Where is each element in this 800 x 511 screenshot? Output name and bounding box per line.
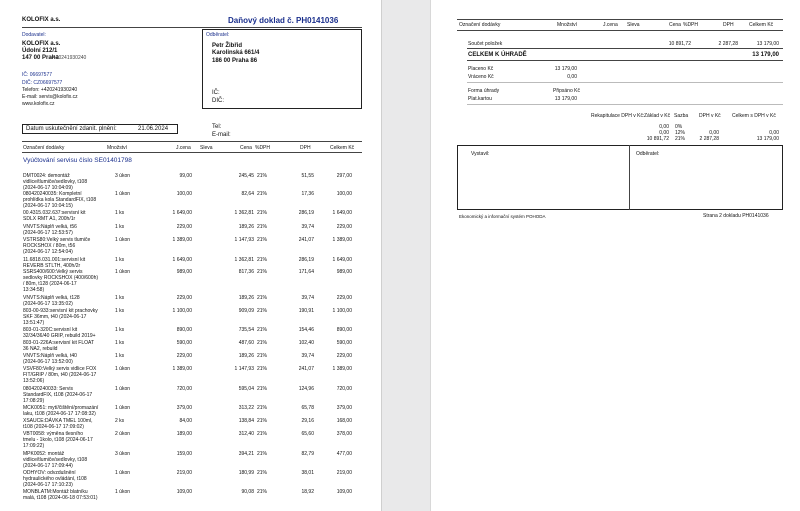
row-vat: 17,36 [301, 191, 314, 197]
grand-total-label: CELKEM K ÚHRADĚ [468, 52, 527, 58]
row-unit-price: 189,00 [176, 431, 192, 437]
row-total: 890,00 [336, 327, 352, 333]
row-price: 595,04 [238, 386, 254, 392]
row-vat: 65,78 [301, 405, 314, 411]
row-unit-price: 1 100,00 [172, 308, 192, 314]
row-unit-price: 1 649,00 [172, 257, 192, 263]
payment-method-label: Forma úhrady [468, 88, 500, 94]
issued-label: Vystavil: [471, 151, 490, 157]
row-unit-price: 890,00 [176, 327, 192, 333]
row-total: 379,00 [336, 405, 352, 411]
row-name: MCK0051: mytí/čištění/promazání laku, t108 (2024-06-17 17:08:32) [23, 405, 99, 417]
supplier-phone-overlay: +420241930240 [50, 55, 87, 61]
row-vat-pct: 21% [257, 353, 268, 359]
row-vat: 39,74 [301, 353, 314, 359]
supplier-dic: DIČ: CZ06697577 [22, 80, 63, 86]
row-total: 720,00 [336, 386, 352, 392]
table-header-top-line [22, 141, 362, 142]
row-qty: 1 ks [115, 340, 125, 346]
row-unit-price: 229,00 [176, 353, 192, 359]
row-price: 138,84 [238, 418, 254, 424]
p2-th-name: Označení dodávky [459, 22, 501, 28]
row-total: 109,00 [336, 489, 352, 495]
row-unit-price: 989,00 [176, 269, 192, 275]
table-row [0, 431, 382, 451]
paid-label: Placeno Kč [468, 66, 494, 72]
row-vat-pct: 21% [257, 257, 268, 263]
supplier-web: www.kolofix.cz [22, 101, 55, 107]
table-row [0, 489, 382, 509]
row-total: 229,00 [336, 353, 352, 359]
row-total: 590,00 [336, 340, 352, 346]
row-vat: 102,40 [298, 340, 314, 346]
table-row [0, 366, 382, 386]
row-total: 219,00 [336, 470, 352, 476]
table-row [0, 173, 382, 193]
row-qty: 1 ks [115, 224, 125, 230]
th-qty: Množství [107, 145, 128, 151]
row-price: 1 147,93 [234, 237, 254, 243]
row-total: 378,00 [336, 431, 352, 437]
recap-vat: 0,00 [709, 130, 719, 136]
row-unit-price: 590,00 [176, 340, 192, 346]
row-name: 803-01-320C:servisní kit 32/34/36/40 GRIP, rebuild 2019+ [23, 327, 96, 339]
row-vat: 190,91 [298, 308, 314, 314]
recap-th-vat: DPH v Kč [699, 113, 721, 119]
row-vat: 171,64 [298, 269, 314, 275]
invoice-page-2 [430, 0, 800, 511]
supplier-label: Dodavatel: [22, 32, 46, 38]
sum-vat: 2 287,28 [718, 41, 738, 47]
p2-th-vat-pct: %DPH [683, 22, 699, 28]
row-vat-pct: 21% [257, 405, 268, 411]
sum-label: Součet položek [468, 41, 503, 47]
recap-vat: 2 287,28 [699, 136, 719, 142]
customer-box [202, 29, 362, 109]
row-vat: 39,74 [301, 224, 314, 230]
row-vat-pct: 21% [257, 418, 268, 424]
th-name: Označení dodávky [23, 145, 65, 151]
th-vat-pct: %DPH [255, 145, 271, 151]
row-vat: 124,96 [298, 386, 314, 392]
row-qty: 1 ks [115, 353, 125, 359]
row-vat: 29,16 [301, 418, 314, 424]
customer-name: Petr Žibřid [212, 43, 243, 49]
row-vat-pct: 21% [257, 386, 268, 392]
row-total: 229,00 [336, 224, 352, 230]
row-qty: 1 úkon [115, 191, 131, 197]
row-name: 080420240033: Servis StandardFIX, t108 (2024-06-17 17:08:29) [23, 386, 93, 404]
row-name: SSRS400/600:Velký servis sedlovky ROCKSHOX (400/600h) / 80m, t128 (2024-06-17 13:34:58) [23, 269, 99, 293]
row-vat-pct: 21% [257, 237, 268, 243]
recap-th-rate: Sazba [674, 113, 689, 119]
recap-rate: 0% [675, 124, 683, 130]
row-vat-pct: 21% [257, 224, 268, 230]
row-qty: 1 ks [115, 308, 125, 314]
row-price: 817,36 [238, 269, 254, 275]
row-total: 1 389,00 [332, 366, 352, 372]
row-unit-price: 84,00 [179, 418, 192, 424]
row-qty: 1 úkon [115, 366, 131, 372]
table-row [0, 451, 382, 471]
recap-rate: 21% [675, 136, 686, 142]
signature-divider [629, 145, 630, 210]
row-name: XSAUCE:DÁVKA TMEL 100ml, t108 (2024-06-17 17:09:02) [23, 418, 93, 430]
row-total: 1 649,00 [332, 257, 352, 263]
payment-method-value: Připsáno Kč [553, 88, 580, 94]
card-label: Plat.kartou [468, 96, 492, 102]
customer-email: E-mail: [212, 132, 231, 138]
row-unit-price: 229,00 [176, 224, 192, 230]
row-qty: 2 úkon [115, 431, 131, 437]
row-unit-price: 219,00 [176, 470, 192, 476]
received-label: Odběratel: [636, 151, 660, 157]
row-qty: 1 úkon [115, 489, 131, 495]
row-vat: 18,92 [301, 489, 314, 495]
table-row [0, 191, 382, 211]
p2-th-discount: Sleva [627, 22, 640, 28]
invoice-page-1 [0, 0, 382, 511]
row-price: 180,99 [238, 470, 254, 476]
sum-base: 10 891,72 [668, 41, 691, 47]
row-vat-pct: 21% [257, 451, 268, 457]
supplier-email: E-mail: servis@kolofix.cz [22, 94, 78, 100]
row-total: 229,00 [336, 295, 352, 301]
p2-th-qty: Množství [557, 22, 578, 28]
supplier-ic: IČ: 06697577 [22, 72, 53, 78]
row-price: 909,09 [238, 308, 254, 314]
row-unit-price: 100,00 [176, 191, 192, 197]
row-vat-pct: 21% [257, 295, 268, 301]
row-total: 1 389,00 [332, 237, 352, 243]
paid-divider [467, 82, 783, 83]
sum-total: 13 179,00 [756, 41, 779, 47]
row-name: VNVTS:Náplň velká, t40 (2024-06-17 13:52:00) [23, 353, 77, 365]
row-qty: 3 úkon [115, 173, 131, 179]
row-vat-pct: 21% [257, 366, 268, 372]
row-unit-price: 1 389,00 [172, 366, 192, 372]
row-vat: 241,07 [298, 237, 314, 243]
row-total: 1 649,00 [332, 210, 352, 216]
row-price: 394,21 [238, 451, 254, 457]
supplier-phone: Telefon: +420241930240 [22, 87, 78, 93]
paid-value: 13 179,00 [554, 66, 577, 72]
row-unit-price: 1 389,00 [172, 237, 192, 243]
row-price: 735,54 [238, 327, 254, 333]
row-price: 1 362,81 [234, 257, 254, 263]
recap-th-total: Celkem s DPH v Kč [732, 113, 776, 119]
row-vat: 82,79 [301, 451, 314, 457]
row-name: VSVF80:Velký servis vidlice FOX FIT/GRIP / 80m, t40 (2024-06-17 13:52:06) [23, 366, 97, 384]
row-vat-pct: 21% [257, 340, 268, 346]
row-total: 1 100,00 [332, 308, 352, 314]
row-qty: 1 úkon [115, 269, 131, 275]
row-price: 312,40 [238, 431, 254, 437]
row-vat-pct: 21% [257, 173, 268, 179]
row-qty: 3 úkon [115, 451, 131, 457]
row-total: 989,00 [336, 269, 352, 275]
p2-th-total: Celkem Kč [749, 22, 774, 28]
date-label: Datum uskutečnění zdanit. plnění: [26, 126, 117, 132]
row-name: VNVTS:Náplň velká, t56 (2024-06-17 12:53:57) [23, 224, 77, 236]
row-name: 803-00-933:servisní kit prachovky SKF 36mm, t40 (2024-06-17 13:51:47) [23, 308, 98, 326]
row-qty: 1 úkon [115, 470, 131, 476]
row-vat: 38,01 [301, 470, 314, 476]
header-company-name: KOLOFIX a.s. [22, 17, 61, 23]
row-price: 1 362,81 [234, 210, 254, 216]
row-price: 245,45 [238, 173, 254, 179]
recap-label: Rekapitulace DPH v Kč: [591, 113, 645, 119]
row-vat-pct: 21% [257, 489, 268, 495]
customer-tel: Tel: [212, 124, 222, 130]
row-total: 168,00 [336, 418, 352, 424]
row-unit-price: 720,00 [176, 386, 192, 392]
recap-base: 0,00 [659, 130, 669, 136]
row-price: 313,22 [238, 405, 254, 411]
p2-th-unit-price: J.cena [603, 22, 618, 28]
row-unit-price: 109,00 [176, 489, 192, 495]
row-name: 803-01-226A:servisní kit FLOAT 36 NA2, rebuild [23, 340, 95, 352]
row-vat-pct: 21% [257, 210, 268, 216]
table-row [0, 386, 382, 406]
row-unit-price: 1 649,00 [172, 210, 192, 216]
row-vat-pct: 21% [257, 431, 268, 437]
row-vat: 154,46 [298, 327, 314, 333]
recap-total: 0,00 [769, 130, 779, 136]
table-row [0, 308, 382, 328]
row-price: 90,08 [241, 489, 254, 495]
row-name: VSTRS80:Velký servis tlumiče ROCKSHOX / 80m, t56 (2024-06-17 12:54:04) [23, 237, 91, 255]
table-row [0, 470, 382, 490]
table-row [0, 269, 382, 293]
row-price: 1 147,93 [234, 366, 254, 372]
th-price: Cena [240, 145, 252, 151]
table-row [0, 237, 382, 257]
row-name: VNVTS:Náplň velká, t128 (2024-06-17 13:35:02) [23, 295, 80, 307]
row-qty: 1 úkon [115, 405, 131, 411]
th-discount: Sleva [200, 145, 213, 151]
returned-value: 0,00 [567, 74, 577, 80]
document-title: Daňový doklad č. PH0141036 [228, 16, 339, 25]
row-qty: 1 ks [115, 295, 125, 301]
row-price: 189,26 [238, 224, 254, 230]
recap-base: 10 891,72 [646, 136, 669, 142]
row-unit-price: 99,00 [179, 173, 192, 179]
table-header-bottom-line [22, 152, 362, 153]
row-total: 477,00 [336, 451, 352, 457]
row-price: 189,26 [238, 353, 254, 359]
row-qty: 1 ks [115, 327, 125, 333]
row-unit-price: 379,00 [176, 405, 192, 411]
customer-dic: DIČ: [212, 98, 224, 104]
row-vat: 65,60 [301, 431, 314, 437]
th-vat: DPH [300, 145, 311, 151]
row-vat: 286,19 [298, 257, 314, 263]
p2-header-bottom-line [457, 30, 783, 31]
row-vat: 51,55 [301, 173, 314, 179]
row-vat-pct: 21% [257, 470, 268, 476]
row-qty: 1 úkon [115, 386, 131, 392]
footer-right: Strana 2 dokladu PH0141036 [703, 213, 769, 219]
customer-city: 186 00 Praha 86 [212, 58, 258, 64]
row-vat: 39,74 [301, 295, 314, 301]
row-name: 080420240035: Kompletní prohlídka kola StandardFIX, t108 (2024-06-17 10:04:15) [23, 191, 97, 209]
row-qty: 1 ks [115, 210, 125, 216]
row-price: 487,60 [238, 340, 254, 346]
p2-header-top-line [457, 19, 783, 20]
sum-divider [467, 48, 783, 49]
row-vat-pct: 21% [257, 327, 268, 333]
p2-th-price: Cena [669, 22, 681, 28]
date-value: 21.06.2024 [138, 126, 169, 132]
signature-box [457, 145, 783, 210]
row-price: 189,26 [238, 295, 254, 301]
returned-label: Vráceno Kč [468, 74, 494, 80]
recap-base: 0,00 [659, 124, 669, 130]
row-vat-pct: 21% [257, 191, 268, 197]
payment-divider [467, 104, 783, 105]
row-name: ODHYOV: odvzdušnění hydraulického ovládání, t108 (2024-06-17 17:10:23) [23, 470, 87, 488]
row-vat-pct: 21% [257, 269, 268, 275]
th-unit-price: J.cena [176, 145, 191, 151]
recap-total: 13 179,00 [756, 136, 779, 142]
row-price: 82,64 [241, 191, 254, 197]
row-name: MPK0052: montáž vidlice/tlumiče/sedlovky, t108 (2024-06-17 17:09:44) [23, 451, 88, 469]
customer-street: Karolinská 661/4 [212, 50, 260, 56]
header-divider [22, 27, 362, 28]
row-qty: 1 úkon [115, 237, 131, 243]
row-vat: 286,19 [298, 210, 314, 216]
row-name: MONBLATM:Montáž blatníku malá, t108 (2024-06-18 07:53:01) [23, 489, 98, 501]
p2-th-vat: DPH [723, 22, 734, 28]
row-vat-pct: 21% [257, 308, 268, 314]
footer-left: Ekonomický a informační systém POHODA [459, 214, 546, 219]
row-qty: 1 ks [115, 257, 125, 263]
row-unit-price: 159,00 [176, 451, 192, 457]
customer-ic: IČ: [212, 90, 220, 96]
supplier-street: Údolní 212/1 [22, 48, 58, 54]
card-value: 13 179,00 [554, 96, 577, 102]
row-vat: 241,07 [298, 366, 314, 372]
supplier-name: KOLOFIX a.s. [22, 41, 61, 47]
recap-rate: 12% [675, 130, 686, 136]
row-total: 100,00 [336, 191, 352, 197]
customer-label: Odběratel: [206, 32, 230, 38]
row-qty: 2 ks [115, 418, 125, 424]
row-total: 297,00 [336, 173, 352, 179]
row-name: DMT0024: demontáž vidlice/tlumiče/sedlovky, t108 (2024-06-17 10:04:09) [23, 173, 88, 191]
row-name: 11.6818.031.001:servisní kit REVERB STLTH, 400h/2r [23, 257, 86, 269]
th-total: Celkem Kč [330, 145, 355, 151]
supplier-city: 147 00 Praha [22, 55, 59, 61]
row-name: 00.4315.032.637:servisní kit SDLX RMT A1, 200h/1r [23, 210, 86, 222]
row-unit-price: 229,00 [176, 295, 192, 301]
grand-total-value: 13 179,00 [752, 52, 779, 58]
row-name: VBT0058: výměna tlesního tmelu - 1kolo, t108 (2024-06-17 17:09:22) [23, 431, 93, 449]
grand-divider [467, 60, 783, 61]
recap-th-base: Základ v Kč [644, 113, 671, 119]
section-title: Vyúčtování servisu číslo SE01401798 [23, 157, 132, 164]
